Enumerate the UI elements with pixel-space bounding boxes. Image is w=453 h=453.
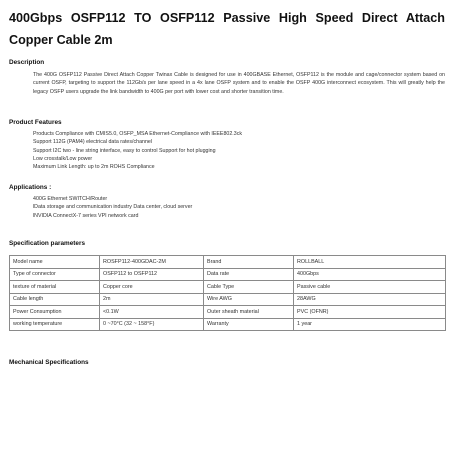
spec-label: Type of connector bbox=[10, 268, 100, 281]
mechanical-heading: Mechanical Specifications bbox=[9, 359, 89, 366]
spec-label: Cable length bbox=[10, 293, 100, 306]
spec-heading: Specification parameters bbox=[9, 240, 86, 247]
spec-value: 400Gbps bbox=[294, 268, 446, 281]
spec-value: Copper core bbox=[100, 281, 204, 294]
spec-label: Model name bbox=[10, 256, 100, 269]
spec-label: working temperature bbox=[10, 318, 100, 331]
features-heading: Product Features bbox=[9, 119, 62, 126]
table-row bbox=[10, 306, 446, 319]
application-item: lNVIDIA ConnectX-7 series VPI network card bbox=[33, 212, 139, 219]
spec-value: PVC (OFNR) bbox=[294, 306, 446, 319]
description-paragraph: The 400G OSFP112 Passive Direct Attach Copper Twinax Cable is designed for use in 400GBASE Ethernet, OSFP112 is the module and cage/connector system based on current OSFP, targeting to support the 112Gb/s per lane speed in a 4x lane OSFP system and to enable the OSFP 400G interconnect ecosystem. This will greatly help the legacy OSFP users upgrade the link bandwidth to 400G per port with lower cost and shorter transition time. bbox=[33, 72, 445, 95]
feature-item: Maximum Link Length: up to 2m ROHS Compliance bbox=[33, 164, 155, 171]
spec-value: 1 year bbox=[294, 318, 446, 331]
spec-table bbox=[9, 255, 446, 331]
page-title: 400Gbps OSFP112 TO OSFP112 Passive High Speed Direct Attach Copper Cable 2m bbox=[9, 11, 445, 47]
applications-heading: Applications : bbox=[9, 184, 52, 191]
spec-label: Outer sheath material bbox=[204, 306, 294, 319]
spec-label: Wire AWG bbox=[204, 293, 294, 306]
spec-value: ROLLBALL bbox=[294, 256, 446, 269]
spec-value: 0 ~70°C (32 ~ 158°F) bbox=[100, 318, 204, 331]
spec-value: 28AWG bbox=[294, 293, 446, 306]
spec-value: ROSFP112-400GDAC-2M bbox=[100, 256, 204, 269]
table-row bbox=[10, 268, 446, 281]
spec-value: Passive cable bbox=[294, 281, 446, 294]
feature-item: Low crosstalk/Low power bbox=[33, 155, 93, 162]
spec-label: Cable Type bbox=[204, 281, 294, 294]
application-item: 400G Ethernet SWITCH/Router bbox=[33, 196, 108, 202]
table-row bbox=[10, 293, 446, 306]
feature-item: Products Compliance with CMIS5.0, OSFP_MSA Ethernet-Compliance with IEEE802.3ck bbox=[33, 131, 243, 137]
spec-value: <0.1W bbox=[100, 306, 204, 319]
features-list bbox=[33, 130, 242, 171]
spec-value: OSFP112 to OSFP112 bbox=[100, 268, 204, 281]
application-item: lData storage and communication industry Data center, cloud server bbox=[33, 204, 193, 211]
feature-item: Support 112G (PAM4) electrical data rates/channel bbox=[33, 139, 153, 146]
table-row bbox=[10, 281, 446, 294]
spec-label: texture of material bbox=[10, 281, 100, 294]
applications-list bbox=[33, 195, 192, 220]
spec-value: 2m bbox=[100, 293, 204, 306]
description-text bbox=[33, 71, 445, 96]
description-heading: Description bbox=[9, 59, 45, 66]
table-row bbox=[10, 318, 446, 331]
feature-item: Support I2C two - line string interface, easy to control Support for hot plugging bbox=[33, 147, 216, 154]
table-row bbox=[10, 256, 446, 269]
spec-label: Power Consumption bbox=[10, 306, 100, 319]
spec-label: Warranty bbox=[204, 318, 294, 331]
spec-label: Data rate bbox=[204, 268, 294, 281]
spec-label: Brand bbox=[204, 256, 294, 269]
